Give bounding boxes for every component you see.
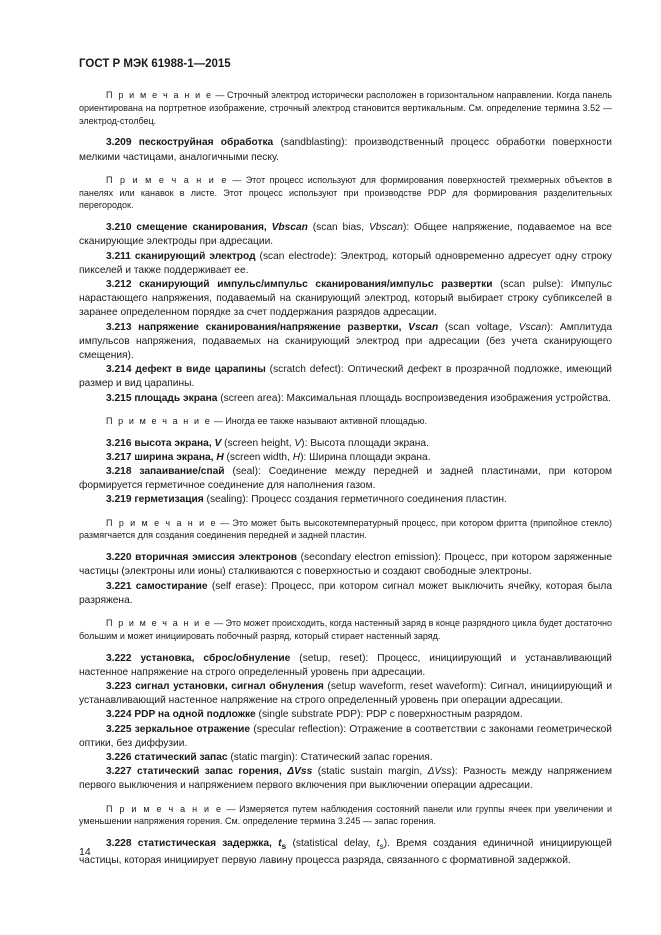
note-text: — Строчный электрод исторически расположен в горизонтальном направлении. Когда панель ориентирована на портретное изображение, строчный электрод становится вертикальным. См. определение термина 3.52 — электрод-столбец. xyxy=(79,90,612,126)
note-label: П р и м е ч а н и е xyxy=(106,803,223,814)
term-3-215: 3.215 площадь экрана (screen area): Максимальная площадь воспроизведения изображения устройства. xyxy=(106,392,611,404)
page-content xyxy=(79,89,612,868)
note-text: — Это может происходить, когда настенный заряд в конце разрядного цикла будет достаточно большим и может инициировать побочный разряд, который стирает настенный заряд. xyxy=(79,618,612,641)
term-3-223: 3.223 сигнал установки, сигнал обнуления (setup waveform, reset waveform): Сигнал, инициирующий и устанавливающий настенное напряжение на строго определенный уровень при операции адресации. xyxy=(79,681,613,707)
term-3-210: 3.210 смещение сканирования, Vbscan (scan bias, Vbscan): Общее напряжение, подаваемое на все сканирующие электроды при адресации. xyxy=(79,222,612,248)
note-label: П р и м е ч а н и е xyxy=(106,517,218,528)
note-text: — Иногда ее также называют активной площадью. xyxy=(213,415,428,426)
term-3-214: 3.214 дефект в виде царапины (scratch defect): Оптический дефект в прозрачной подложке, имеющий размер и вид царапины. xyxy=(79,364,612,390)
note-label: П р и м е ч а н и е xyxy=(106,618,212,629)
document-header: ГОСТ Р МЭК 61988-1—2015 xyxy=(79,58,231,70)
term-3-217: 3.217 ширина экрана, H (screen width, H): Ширина площади экрана. xyxy=(106,451,431,463)
term-3-222: 3.222 установка, сброс/обнуление (setup, reset): Процесс, инициирующий и устанавливающий настенное напряжение на строго определенный уровень при адресации. xyxy=(79,652,612,678)
term-3-218: 3.218 запаивание/спай (seal): Соединение между передней и задней пластинами, при котором формируется герметичное соединение для наполнения газом. xyxy=(79,466,612,492)
note xyxy=(79,803,612,829)
term-3-220: 3.220 вторичная эмиссия электронов (secondary electron emission): Процесс, при котором заряженные частицы (электроны или ионы) сталкиваются с поверхностью и создают свободные электроны. xyxy=(79,552,612,578)
term-3-219: 3.219 герметизация (sealing): Процесс создания герметичного соединения пластин. xyxy=(106,494,507,506)
note xyxy=(79,89,612,127)
note-text: — Это может быть высокотемпературный процесс, при котором фритта (припойное стекло) размягчается для создания соединения передней и задней пластин. xyxy=(79,517,613,541)
note-label: П р и м е ч а н и е xyxy=(106,415,212,426)
term-3-227: 3.227 статический запас горения, ΔVss (static sustain margin, ΔVss): Разность между напряжением первого выключения и напряжением первого включения при выключении операции адресации. xyxy=(79,766,612,792)
term-3-209: 3.209 пескоструйная обработка (sandblasting): производственный процесс обработки поверхности мелкими частицами, аналогичными песку. xyxy=(79,137,612,163)
note xyxy=(79,174,612,212)
term-3-213: 3.213 напряжение сканирования/напряжение развертки, Vscan (scan voltage, Vscan): Амплитуда импульсов напряжения, подаваемых на сканирующий электрод при адресации (без учета сканирующего смещения). xyxy=(79,321,612,362)
term-3-211: 3.211 сканирующий электрод (scan electrode): Электрод, который одновременно адресует одну строку пикселей и также поддерживает ее. xyxy=(79,250,612,276)
note-label: П р и м е ч а н и е xyxy=(106,174,228,185)
term-3-221: 3.221 самостирание (self erase): Процесс, при котором сигнал может выключить ячейку, которая была разряжена. xyxy=(79,580,612,606)
term-3-224: 3.224 PDP на одной подложке (single substrate PDP): PDP с поверхностным разрядом. xyxy=(106,709,523,721)
term-3-228: 3.228 статистическая задержка, $t_s$ (statistical delay, $t_s$). Время создания единичной инициирующей частицы, которая инициирует первую лавину процесса разряда, связанного с формативной задержкой. xyxy=(79,838,612,866)
page-number: 14 xyxy=(79,846,91,858)
note-text: — Этот процесс используют для формирования поверхностей трехмерных объектов в панелях или канавок в листе. Этот процесс используют при производстве PDP для формирования разделительных перегородок. xyxy=(79,174,612,211)
term-3-226: 3.226 статический запас (static margin): Статический запас горения. xyxy=(106,752,433,764)
note-text: — Измеряется путем наблюдения состояний панели или группы ячеек при увеличении и уменьшении напряжения горения. См. определение термина 3.245 — запас горения. xyxy=(79,803,612,827)
term-3-225: 3.225 зеркальное отражение (specular reflection): Отражение в соответствии с законами геометрической оптики, без диффузии. xyxy=(79,723,613,749)
term-3-216: 3.216 высота экрана, V (screen height, V): Высота площади экрана. xyxy=(106,437,429,449)
note xyxy=(79,617,612,643)
note xyxy=(79,517,612,543)
note-label: П р и м е ч а н и е xyxy=(106,90,213,100)
note xyxy=(79,415,612,428)
term-3-212: 3.212 сканирующий импульс/импульс сканирования/импульс развертки (scan pulse): Импульс нарастающего напряжения, подаваемый на сканирующий электрод, который выбирает строку субпикселей в заранее определенном порядке за счет поддержания разрядов адресации. xyxy=(79,279,612,319)
